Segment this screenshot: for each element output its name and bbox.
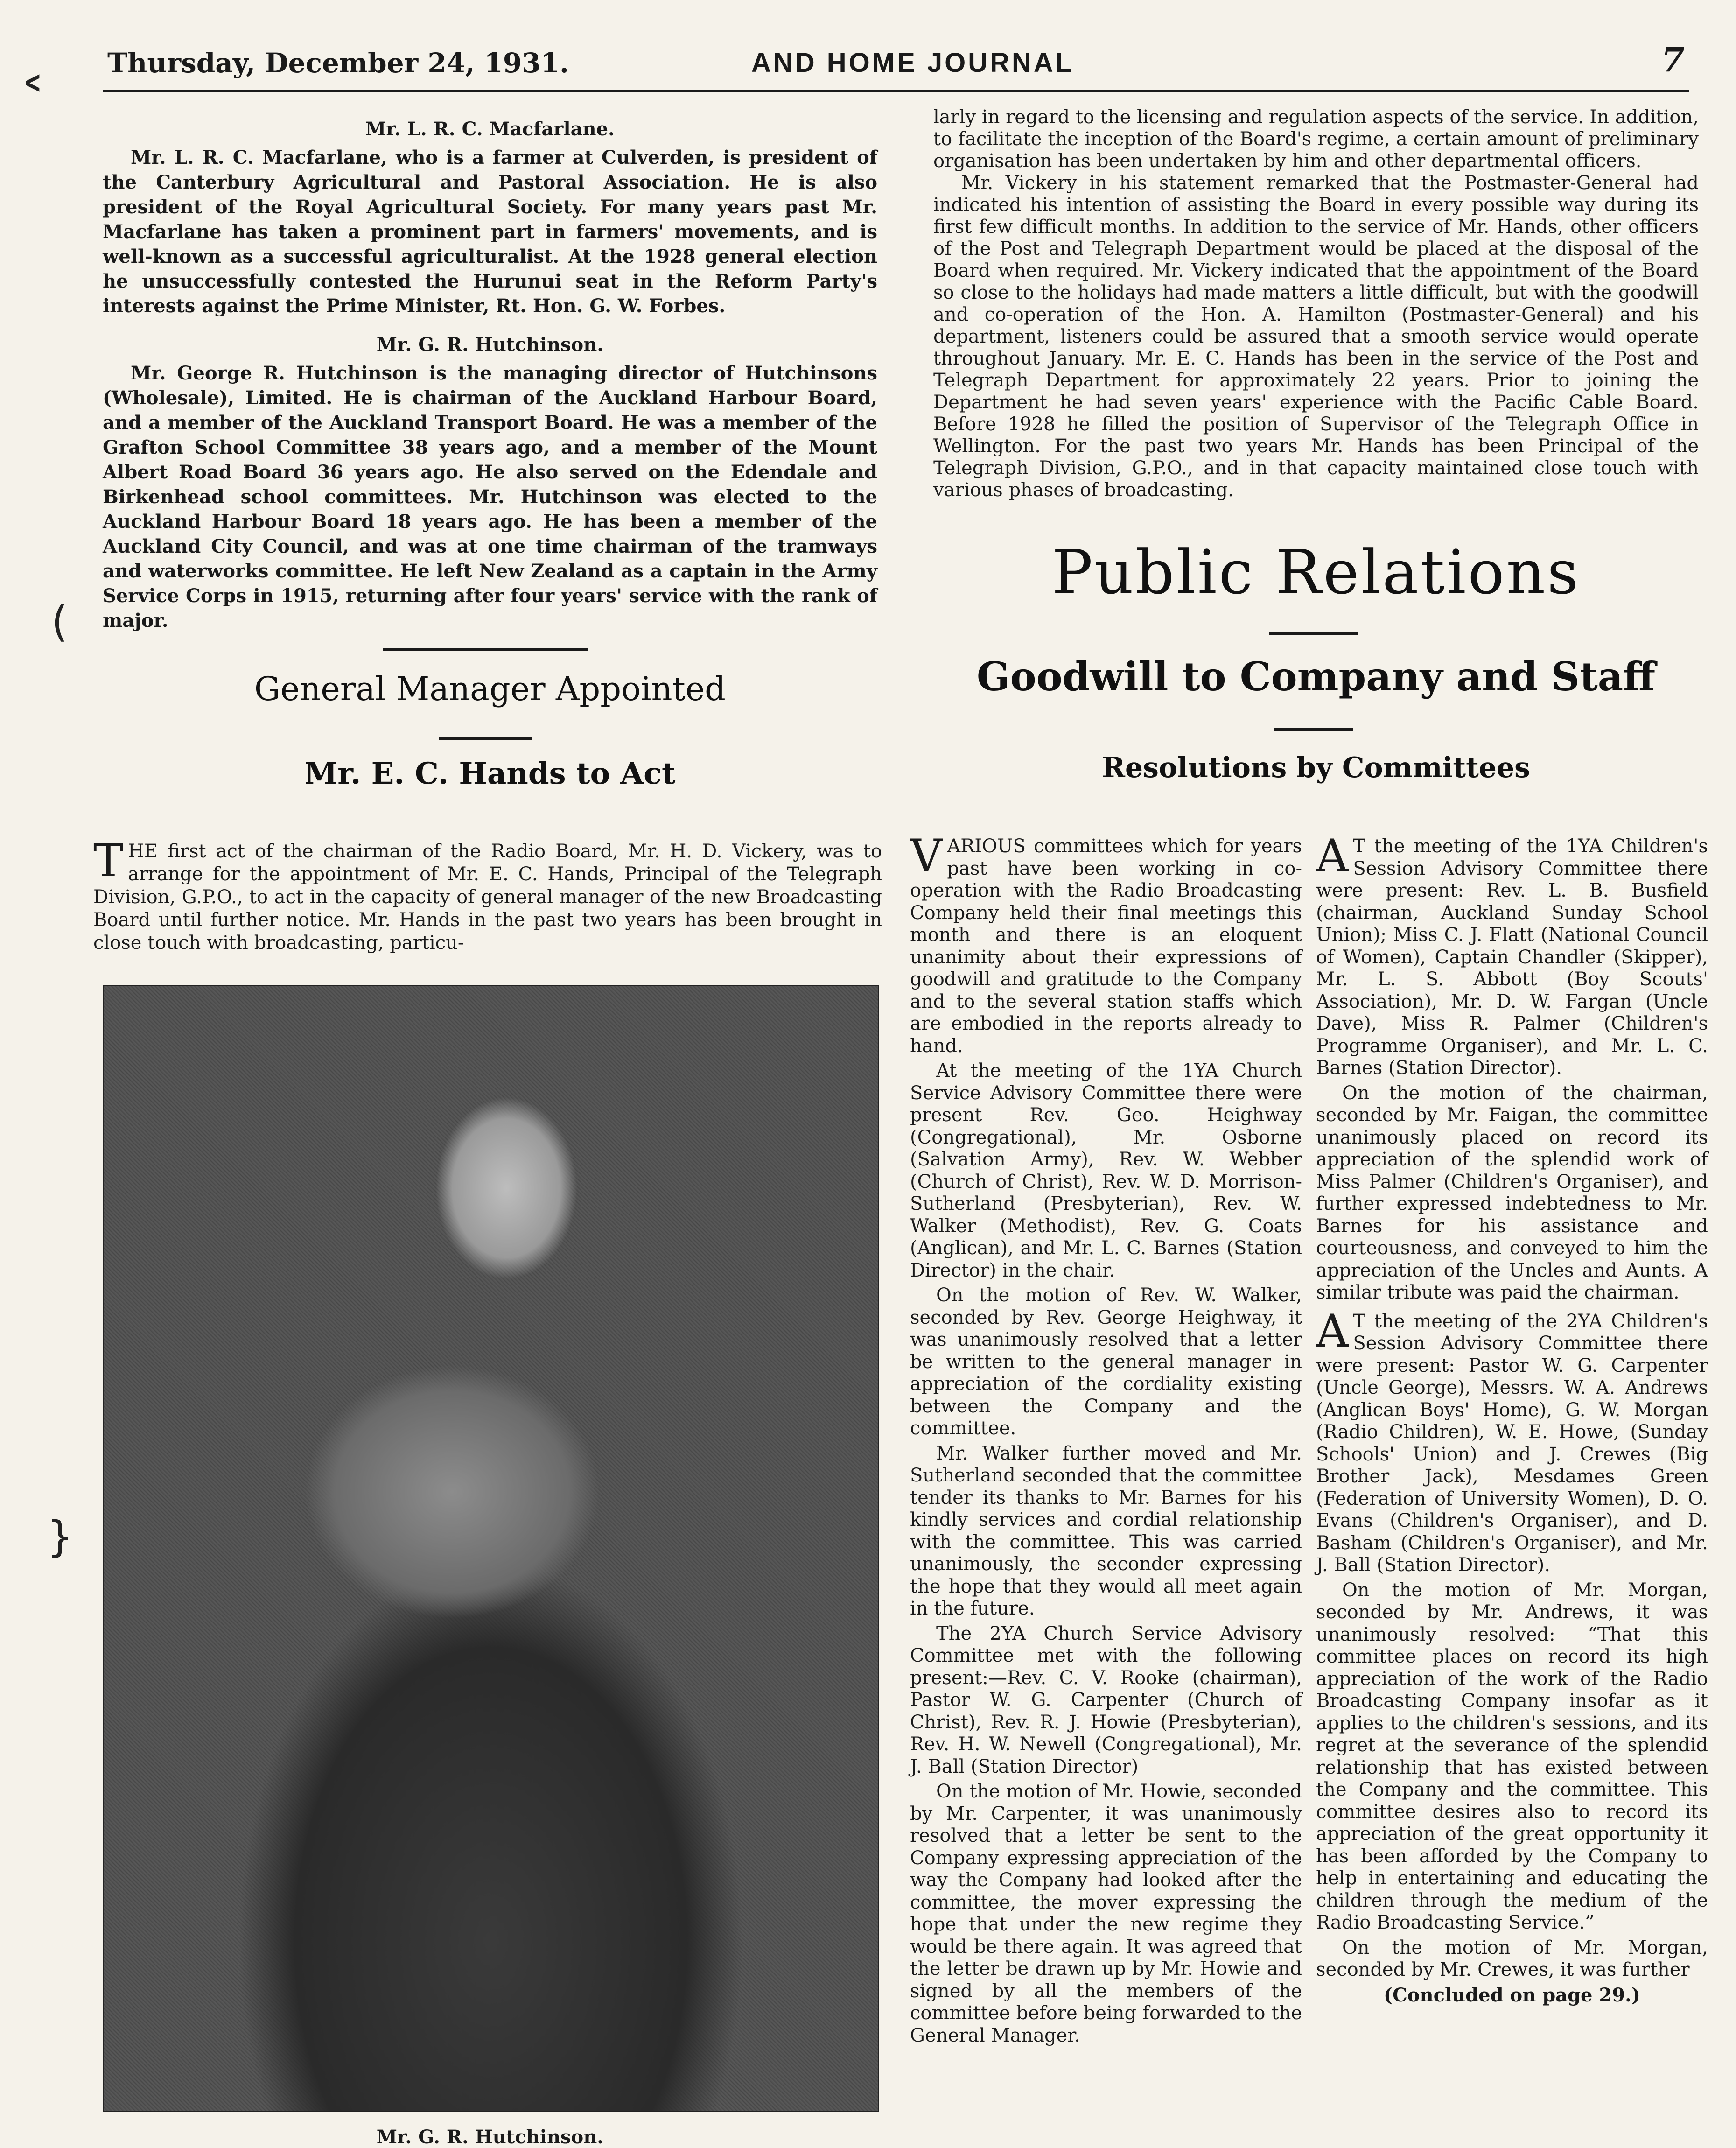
pr-c2-p5: On the motion of Mr. Morgan, seconded by Mr. Crewes, it was further (1316, 1937, 1708, 1980)
gm-article (93, 835, 882, 955)
headline-rule (439, 737, 532, 740)
pr-c1-p1: ARIOUS committees which for years past have been working in co-operation with the Radio Broadcasting Company held their final meetings this month and there is an eloquent unanimity about their expressions of goodwill and gratitude to the Company and to the several station staffs which are embodied in the reports already to hand. (910, 835, 1302, 1057)
macfarlane-text: Mr. L. R. C. Macfarlane, who is a farmer at Culverden, is president of the Canterbury Agricultural and Pastoral Association. He is also president of the Royal Agricultural Society. For many years past Mr. Macfarlane has taken a prominent part in farmers' movements, and is well-known as a successful agriculturalist. At the 1928 general election he unsuccessfully contested the Hurunui seat in the Reform Party's interests against the Prime Minister, Rt. Hon. G. W. Forbes. (103, 147, 877, 317)
gm-headline: General Manager Appointed (254, 670, 726, 708)
headline-rule (1274, 728, 1353, 731)
dropcap: A (1316, 1305, 1349, 1357)
page-number: 7 (1661, 40, 1685, 79)
section-rule (383, 648, 588, 651)
margin-mark: ( (51, 597, 68, 646)
pr-c1-p4: Mr. Walker further moved and Mr. Sutherland seconded that the committee tender its thanks to Mr. Barnes for his kindly services and cordial relationship with the committee. This was carried unanimously, the seconder expressing the hope that they would all meet again in the future. (910, 1442, 1302, 1619)
concluded-note: (Concluded on page 29.) (1384, 1984, 1640, 2006)
bios-section (103, 112, 877, 633)
masthead-rule (103, 90, 1689, 92)
pr-c2-p3: T the meeting of the 2YA Children's Session Advisory Committee there were present: Pastor W. G. Carpenter (Uncle George), Messrs. W. A. Andrews (Anglican Boys' Home), G. W. Morgan (Radio Children), W. E. Howe, (Sunday Schools' Union) and J. Crewes (Big Brother Jack), Mesdames Green (Federation of University Women), D. O. Evans (Children's Organiser), and D. Basham (Children's Organiser), and Mr. J. Ball (Station Director). (1316, 1310, 1708, 1576)
photo-caption: Mr. G. R. Hutchinson. (376, 2126, 604, 2148)
pr-subhead-2: Resolutions by Committees (1102, 751, 1530, 784)
dropcap: A (1316, 830, 1349, 882)
pr-c2-p2: On the motion of the chairman, seconded by Mr. Faigan, the committee unanimously placed on record its appreciation of the splendid work of Miss Palmer (Children's Organiser), and further expressed indebtedness to Mr. Barnes for his assistance and courteousness, and conveyed to him the appreciation of the Uncles and Aunts. A similar tribute was paid the chairman. (1316, 1082, 1708, 1303)
pr-c1-p6: On the motion of Mr. Howie, seconded by Mr. Carpenter, it was unanimously resolved that a letter be sent to the Company expressing appreciation of the way the Company had looked after the committee, the mover expressing the hope that under the new regime they would be there again. It was agreed that the letter be drawn up by Mr. Howie and signed by all the members of the committee before being forwarded to the General Manager. (910, 1781, 1302, 2046)
hutchinson-heading: Mr. G. R. Hutchinson. (376, 334, 604, 356)
pr-c1-p2: At the meeting of the 1YA Church Service Advisory Committee there were present Rev. Geo. Heighway (Congregational), Mr. Osborne (Salvation Army), Rev. W. Webber (Church of Christ), Rev. W. D. Morrison-Sutherland (Presbyterian), Rev. W. Walker (Methodist), Rev. G. Coats (Anglican), and Mr. L. C. Barnes (Station Director) in the chair. (910, 1060, 1302, 1281)
portrait-photo (103, 985, 879, 2112)
journal-title: AND HOME JOURNAL (751, 48, 1075, 78)
continuation-article (933, 106, 1699, 501)
gm-body-text: HE first act of the chairman of the Radio Board, Mr. H. D. Vickery, was to arrange for the appointment of Mr. E. C. Hands, Principal of the Telegraph Division, G.P.O., to act in the capacity of general manager of the new Broadcasting Board until further notice. Mr. Hands in the past two years has been brought in close touch with broadcasting, particu- (93, 841, 882, 954)
pr-c1-p5: The 2YA Church Service Advisory Committee met with the following present:—Rev. C. V. Rooke (chairman), Pastor W. G. Carpenter (Church of Christ), Rev. R. J. Howie (Presbyterian), Rev. H. W. Newell (Congregational), Mr. J. Ball (Station Director) (910, 1622, 1302, 1777)
pr-c2-p1: T the meeting of the 1YA Children's Session Advisory Committee there were present: Rev. L. B. Busfield (chairman, Auckland Sunday School Union); Miss C. J. Flatt (National Council of Women), Captain Chandler (Skipper), Mr. L. S. Abbott (Boy Scouts' Association), Mr. D. W. Fargan (Uncle Dave), Miss R. Palmer (Children's Programme Organiser), and Mr. L. C. Barnes (Station Director). (1316, 835, 1708, 1079)
continuation-p1: larly in regard to the licensing and regulation aspects of the service. In addition, to facilitate the inception of the Board's regime, a certain amount of preliminary organisation has been undertaken by him and other departmental officers. (933, 106, 1699, 172)
dropcap: V (910, 830, 943, 882)
pr-c2-p4: On the motion of Mr. Morgan, seconded by Mr. Andrews, it was unanimously resolved: “That this committee places on record its high appreciation of the work of the Radio Broadcasting Company insofar as it applies to the children's sessions, and its regret at the severance of the splendid relationship that has existed between the Company and the committee. This committee desires also to record its appreciation of the great opportunity it has been afforded by the Company to help in entertaining and educating the children through the medium of the Radio Broadcasting Service.” (1316, 1579, 1708, 1933)
pr-c1-p3: On the motion of Rev. W. Walker, seconded by Rev. George Heighway, it was unanimously resolved that a letter be written to the general manager in appreciation of the cordiality existing between the Company and the committee. (910, 1285, 1302, 1439)
pr-subhead: Goodwill to Company and Staff (976, 653, 1656, 700)
headline-rule (1269, 632, 1358, 635)
macfarlane-heading: Mr. L. R. C. Macfarlane. (365, 118, 615, 140)
pr-column-2 (1316, 830, 1708, 2009)
margin-mark: } (47, 1512, 74, 1561)
issue-date: Thursday, December 24, 1931. (107, 47, 569, 79)
hutchinson-text: Mr. George R. Hutchinson is the managing director of Hutchinsons (Wholesale), Limited. He is chairman of the Auckland Harbour Board, and a member of the Auckland Transport Board. He was a member of the Grafton School Committee 38 years ago, and a member of the Mount Albert Road Board 36 years ago. He also served on the Edendale and Birkenhead school committees. Mr. Hutchinson was elected to the Auckland Harbour Board 18 years ago. He has been a member of the Auckland City Council, and was at one time chairman of the tramways and waterworks committee. He left New Zealand as a captain in the Army Service Corps in 1915, returning after four years' service with the rank of major. (103, 362, 877, 632)
masthead (107, 40, 1685, 96)
pr-column-1 (910, 830, 1302, 2050)
continuation-p2: Mr. Vickery in his statement remarked that the Postmaster-General had indicated his intention of assisting the Board in every possible way during its first few difficult months. In addition to the service of Mr. Hands, other officers of the Post and Telegraph Department would be placed at the disposal of the Board when required. Mr. Vickery indicated that the appointment of the Board so close to the holidays had made matters a little difficult, but with the goodwill and co-operation of the Hon. A. Hamilton (Postmaster-General) and his department, listeners could be assured that a smooth service would operate throughout January. Mr. E. C. Hands has been in the service of the Post and Telegraph Department for approximately 22 years. Prior to joining the Department he had seven years' experience with the Pacific Cable Board. Before 1928 he filled the position of Supervisor of the Telegraph Office in Wellington. For the past two years Mr. Hands has been Principal of the Telegraph Division, G.P.O., and in that capacity maintained close touch with various phases of broadcasting. (933, 172, 1699, 501)
dropcap: T (93, 835, 124, 887)
gm-subhead: Mr. E. C. Hands to Act (304, 756, 676, 791)
pr-headline: Public Relations (1051, 537, 1581, 608)
margin-mark: ˂ (19, 70, 47, 135)
